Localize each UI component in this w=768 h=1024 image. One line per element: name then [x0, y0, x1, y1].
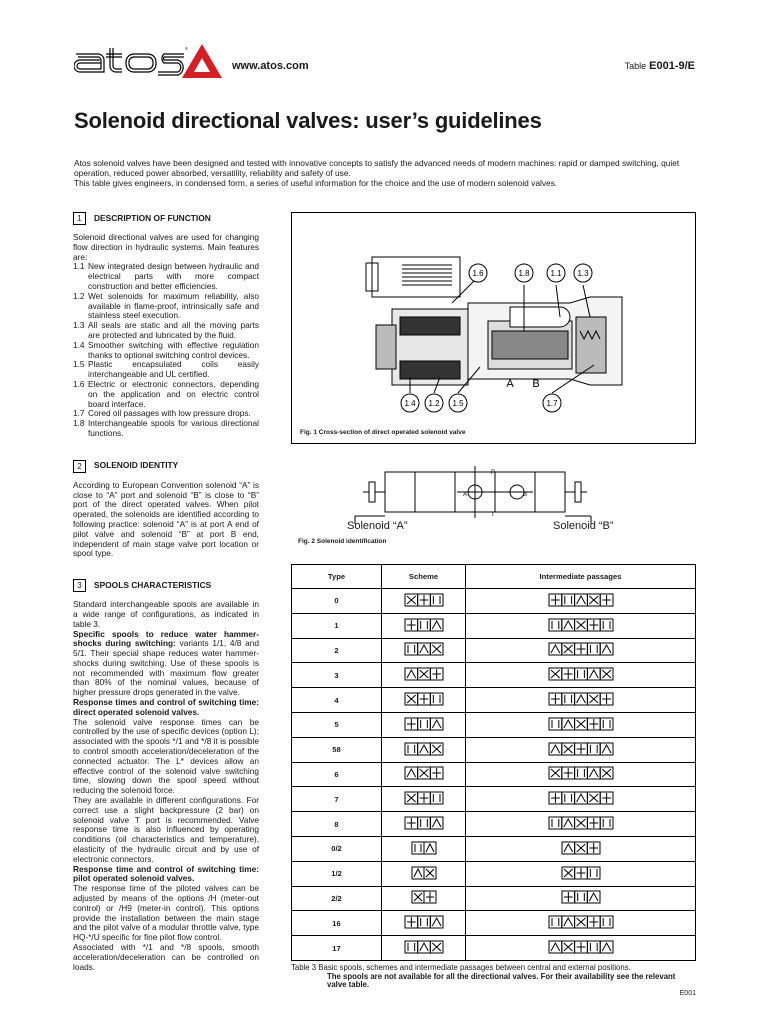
- solenoid-a-box: [385, 472, 415, 512]
- page-header: [0, 0, 768, 90]
- feature-text: Interchangeable spools for various directional functions.: [88, 418, 259, 438]
- table-header-row: [292, 565, 696, 589]
- connector-ribs: [402, 265, 452, 285]
- spool-scheme-symbol: [404, 791, 444, 805]
- feature-text: Smoother switching with effective regulation thanks to optional switching control devices.: [88, 339, 259, 360]
- callout-label: 1.3: [577, 269, 589, 278]
- section-3-heading: [73, 579, 259, 592]
- p2-body: variants 1/1, 4/8 and 5/1. Their special shape reduces water hammer-shocks during switching. Use of these spools is not recommended with maximum flow greater than 80% of the nominal values, because of higher pressure drops generated in the valve.: [73, 638, 259, 698]
- solenoid-b-symbol: [565, 482, 587, 502]
- port-a-label: A: [463, 492, 468, 498]
- spool-scheme-symbol: [548, 940, 614, 954]
- figure-1-caption: Fig. 1 Cross-section of direct operated solenoid valve: [300, 429, 466, 436]
- intermediate-passages: [466, 737, 696, 762]
- spool-scheme-symbol: [404, 816, 444, 830]
- feature-list-item: [73, 321, 259, 341]
- spool-scheme: [382, 663, 466, 688]
- port-a-label: A: [506, 378, 514, 390]
- table-row: [292, 712, 696, 737]
- table-row: [292, 638, 696, 663]
- table-row: [292, 911, 696, 936]
- feature-number: 1.3: [73, 320, 85, 331]
- coil-winding-top: [400, 317, 460, 335]
- feature-list-item: [73, 292, 259, 321]
- callout-label: 1.4: [404, 399, 416, 408]
- feature-number: 1.7: [73, 408, 85, 419]
- table-code: E001-9/E: [649, 60, 695, 72]
- spool-scheme-symbol: [561, 866, 601, 880]
- spool-scheme-symbol: [548, 915, 614, 929]
- intermediate-passages: [466, 663, 696, 688]
- spool-scheme: [382, 886, 466, 911]
- spool-scheme: [382, 812, 466, 837]
- intermediate-passages: [466, 787, 696, 812]
- spool-scheme-symbol: [548, 642, 614, 656]
- table-row: [292, 861, 696, 886]
- spool-type: 0: [292, 589, 382, 614]
- section-number: 3: [73, 579, 86, 592]
- section-3-p4: They are available in different configurations. For correct use a slight backpressure (2 bar) on solenoid valve T port is recommended. Valve response time is also influenced by operating conditions (oil characteristics and temperature), elasticity of the hydraulic circuit and by use of electronic connectors.: [73, 795, 259, 864]
- spool-scheme-symbol: [548, 791, 614, 805]
- spool-scheme: [382, 613, 466, 638]
- figure-2-solenoid-identification: [295, 462, 695, 552]
- intermediate-passages: [466, 836, 696, 861]
- table-row: [292, 936, 696, 961]
- spool-scheme-symbol: [548, 816, 614, 830]
- table-3-caption-note: The spools are not available for all the directional valves. For their availability see the relevant valve table.: [327, 971, 676, 990]
- spool-scheme-symbol: [561, 890, 601, 904]
- column-header-intermediate: Intermediate passages: [466, 565, 696, 589]
- spool-scheme: [382, 787, 466, 812]
- section-3-p6: Associated with */1 and */8 spools, smooth acceleration/deceleration can be controlled on loads.: [73, 942, 259, 972]
- table-row: [292, 762, 696, 787]
- spool-type: 3: [292, 663, 382, 688]
- spool-position-1: [415, 472, 455, 512]
- spool-scheme: [382, 911, 466, 936]
- spool-scheme: [382, 712, 466, 737]
- table-3-caption: [291, 964, 696, 990]
- spool-scheme-symbol: [404, 593, 444, 607]
- section-title: DESCRIPTION OF FUNCTION: [94, 212, 211, 223]
- port-b-label: B: [532, 378, 540, 390]
- feature-list-item: [73, 360, 259, 380]
- callout-label: 1.5: [452, 399, 464, 408]
- valve-cross-section-drawing: [292, 213, 697, 445]
- spool-scheme-symbol: [548, 618, 614, 632]
- feature-number: 1.1: [73, 261, 85, 272]
- intermediate-passages: [466, 712, 696, 737]
- callout-label: 1.2: [428, 399, 440, 408]
- column-header-scheme: Scheme: [382, 565, 466, 589]
- feature-list-item: [73, 380, 259, 409]
- spool-type: 5: [292, 712, 382, 737]
- section-1-lead: Solenoid directional valves are used for changing flow direction in hydraulic systems. Main features are:: [73, 232, 259, 262]
- intermediate-passages: [466, 613, 696, 638]
- table-row: [292, 812, 696, 837]
- website-url[interactable]: www.atos.com: [232, 60, 309, 72]
- spool-scheme: [382, 936, 466, 961]
- section-2-text: According to European Convention solenoid “A” is close to “A” port and solenoid “B” is close to “B” port of the direct operated valves. When pilot operated, the solenoids are identified according to following practice: solenoid “A” is at port A end of pilot valve and solenoid “B” at port B end, independent of main stage valve port location or spool type.: [73, 479, 259, 559]
- intro-text: [74, 158, 696, 188]
- feature-list: [73, 262, 259, 438]
- spring-chamber: [576, 317, 606, 373]
- port-p-label: P: [491, 470, 496, 476]
- intermediate-passages: [466, 812, 696, 837]
- spool-type: 0/2: [292, 836, 382, 861]
- section-3-p5-heading: Response time and control of switching time: pilot operated solenoid valves.: [73, 863, 259, 884]
- spool-scheme: [382, 762, 466, 787]
- spool-scheme-symbol: [548, 593, 614, 607]
- feature-number: 1.6: [73, 378, 85, 389]
- spool-table-body: [292, 589, 696, 961]
- intermediate-passages: [466, 861, 696, 886]
- solenoid-nut: [376, 325, 396, 369]
- callout-label: 1.8: [518, 269, 530, 278]
- spool-scheme-symbol: [404, 667, 444, 681]
- callout-label: 1.7: [546, 399, 558, 408]
- coil-winding-bottom: [400, 361, 460, 379]
- table-prefix: Table: [624, 61, 647, 71]
- port-t-label: T: [491, 512, 495, 518]
- spool-scheme: [382, 638, 466, 663]
- table-row: [292, 737, 696, 762]
- spool-scheme-symbol: [411, 866, 437, 880]
- spool-scheme-symbol: [548, 717, 614, 731]
- feature-list-item: [73, 262, 259, 291]
- spool-scheme: [382, 836, 466, 861]
- spool-type: 16: [292, 911, 382, 936]
- spool-type: 4: [292, 688, 382, 713]
- section-1-heading: [73, 212, 259, 225]
- table-row: [292, 836, 696, 861]
- spool-type: 2/2: [292, 886, 382, 911]
- feature-number: 1.4: [73, 339, 85, 350]
- solenoid-a-symbol: [363, 482, 385, 502]
- table-row: [292, 688, 696, 713]
- section-2-heading: [73, 460, 259, 473]
- section-3-p2: [73, 630, 259, 699]
- spool-scheme: [382, 589, 466, 614]
- intermediate-passages: [466, 589, 696, 614]
- spool-scheme: [382, 688, 466, 713]
- intermediate-passages: [466, 886, 696, 911]
- feature-text: Electric or electronic connectors, depending on the application and on electric control board interface.: [88, 378, 259, 409]
- intermediate-passages: [466, 688, 696, 713]
- feature-number: 1.5: [73, 359, 85, 370]
- atos-logo: [74, 40, 224, 80]
- intermediate-passages: [466, 936, 696, 961]
- spool-scheme-symbol: [404, 642, 444, 656]
- section-3-p5-body: The response time of the piloted valves can be adjusted by means of the options /H (meter-out control) or /H9 (meter-in control). This options provide the installation between the main stage and the pilot valve of a modular throttle valve, type HQ-*/U specific for fine pilot flow control.: [73, 883, 259, 943]
- spool-scheme: [382, 737, 466, 762]
- feature-list-item: [73, 419, 259, 439]
- port-b-label: B: [523, 492, 528, 498]
- section-3-p3-body: The solenoid valve response times can be controlled by the use of specific devices (option L); associated with the spools */1 and */8 it is possible to control smooth acceleration/deceleration of the connected actuator. The L* devices allow an effective control of the solenoid valve switching time, slowing down the spool speed without reducing the solenoid force.: [73, 716, 259, 796]
- table-row: [292, 589, 696, 614]
- feature-number: 1.2: [73, 290, 85, 301]
- feature-text: Plastic encapsulated coils easily interchangeable and UL certified.: [88, 359, 259, 380]
- spool-scheme-symbol: [404, 766, 444, 780]
- table-3-caption-lead: Table 3 Basic spools, schemes and intermediate passages between central and external positions.: [291, 963, 631, 972]
- spool-scheme-symbol: [548, 667, 614, 681]
- feature-text: All seals are static and all the moving parts are protected and lubricated by the fluid.: [88, 320, 259, 340]
- spool-scheme-symbol: [404, 717, 444, 731]
- feature-text: Cored oil passages with low pressure drops.: [88, 408, 251, 419]
- spool-type: 2: [292, 638, 382, 663]
- feature-number: 1.8: [73, 418, 85, 429]
- footer-code: E001: [679, 990, 696, 997]
- left-column: [73, 212, 259, 972]
- spool-scheme-symbol: [548, 692, 614, 706]
- section-number: 1: [73, 212, 86, 225]
- spool: [492, 331, 568, 359]
- figure-1-cross-section: [291, 212, 696, 444]
- spool-scheme-symbol: [404, 692, 444, 706]
- spool-scheme-symbol: [411, 890, 437, 904]
- spool-scheme-symbol: [404, 618, 444, 632]
- callout-label: 1.1: [550, 269, 562, 278]
- spool-scheme: [382, 861, 466, 886]
- intro-paragraph: This table gives engineers, in condensed form, a series of useful information for the choice and the use of modern solenoid valves.: [74, 178, 558, 188]
- spool-type: 6: [292, 762, 382, 787]
- intermediate-passages: [466, 762, 696, 787]
- section-number: 2: [73, 460, 86, 473]
- section-3-p3-heading: Response times and control of switching time: direct operated solenoid valves.: [73, 697, 259, 717]
- table-row: [292, 663, 696, 688]
- spool-type: 17: [292, 936, 382, 961]
- solenoid-b-box: [535, 472, 565, 512]
- table-row: [292, 886, 696, 911]
- feature-text: Wet solenoids for maximum reliability, also available in flame-proof, intrinsically safe and stainless steel execution.: [88, 290, 259, 321]
- callout-label: 1.6: [472, 269, 484, 278]
- spool-type: 8: [292, 812, 382, 837]
- table-row: [292, 613, 696, 638]
- spool-type: 1: [292, 613, 382, 638]
- spool-scheme-symbol: [404, 915, 444, 929]
- intro-paragraph: Atos solenoid valves have been designed and tested with innovative concepts to satisfy the advanced needs of modern machines: rapid or damped switching, quiet operation, reduced power absorbed, versatility, reliability and safety of use.: [74, 158, 680, 178]
- oil-passage: [510, 307, 570, 327]
- spool-scheme-symbol: [548, 742, 614, 756]
- table-reference: [625, 60, 695, 72]
- spool-table: [291, 564, 696, 961]
- spool-scheme-symbol: [411, 841, 437, 855]
- figure-2-caption: Fig. 2 Solenoid identification: [298, 538, 387, 545]
- p2-heading: Specific spools to reduce water hammer-shocks during switching:: [73, 628, 259, 649]
- spool-scheme-symbol: [561, 841, 601, 855]
- spool-type: 58: [292, 737, 382, 762]
- spool-scheme-symbol: [404, 940, 444, 954]
- page-title: Solenoid directional valves: user’s guidelines: [74, 108, 542, 133]
- spool-type: 1/2: [292, 861, 382, 886]
- spool-scheme-symbol: [548, 766, 614, 780]
- solenoid-b-label: Solenoid “B”: [553, 520, 614, 532]
- feature-text: New integrated design between hydraulic and electrical parts with more compact construction and better efficiencies.: [88, 261, 259, 291]
- spool-type: 7: [292, 787, 382, 812]
- table-row: [292, 787, 696, 812]
- section-title: SPOOLS CHARACTERISTICS: [94, 579, 212, 590]
- feature-list-item: [73, 341, 259, 361]
- intermediate-passages: [466, 638, 696, 663]
- svg-text:®: ®: [185, 46, 188, 51]
- spool-scheme-symbol: [404, 742, 444, 756]
- section-title: SOLENOID IDENTITY: [94, 460, 179, 471]
- column-header-type: Type: [292, 565, 382, 589]
- solenoid-a-label: Solenoid “A”: [347, 520, 408, 532]
- section-3-p1: Standard interchangeable spools are available in a wide range of configurations, as indicated in table 3.: [73, 599, 259, 629]
- intermediate-passages: [466, 911, 696, 936]
